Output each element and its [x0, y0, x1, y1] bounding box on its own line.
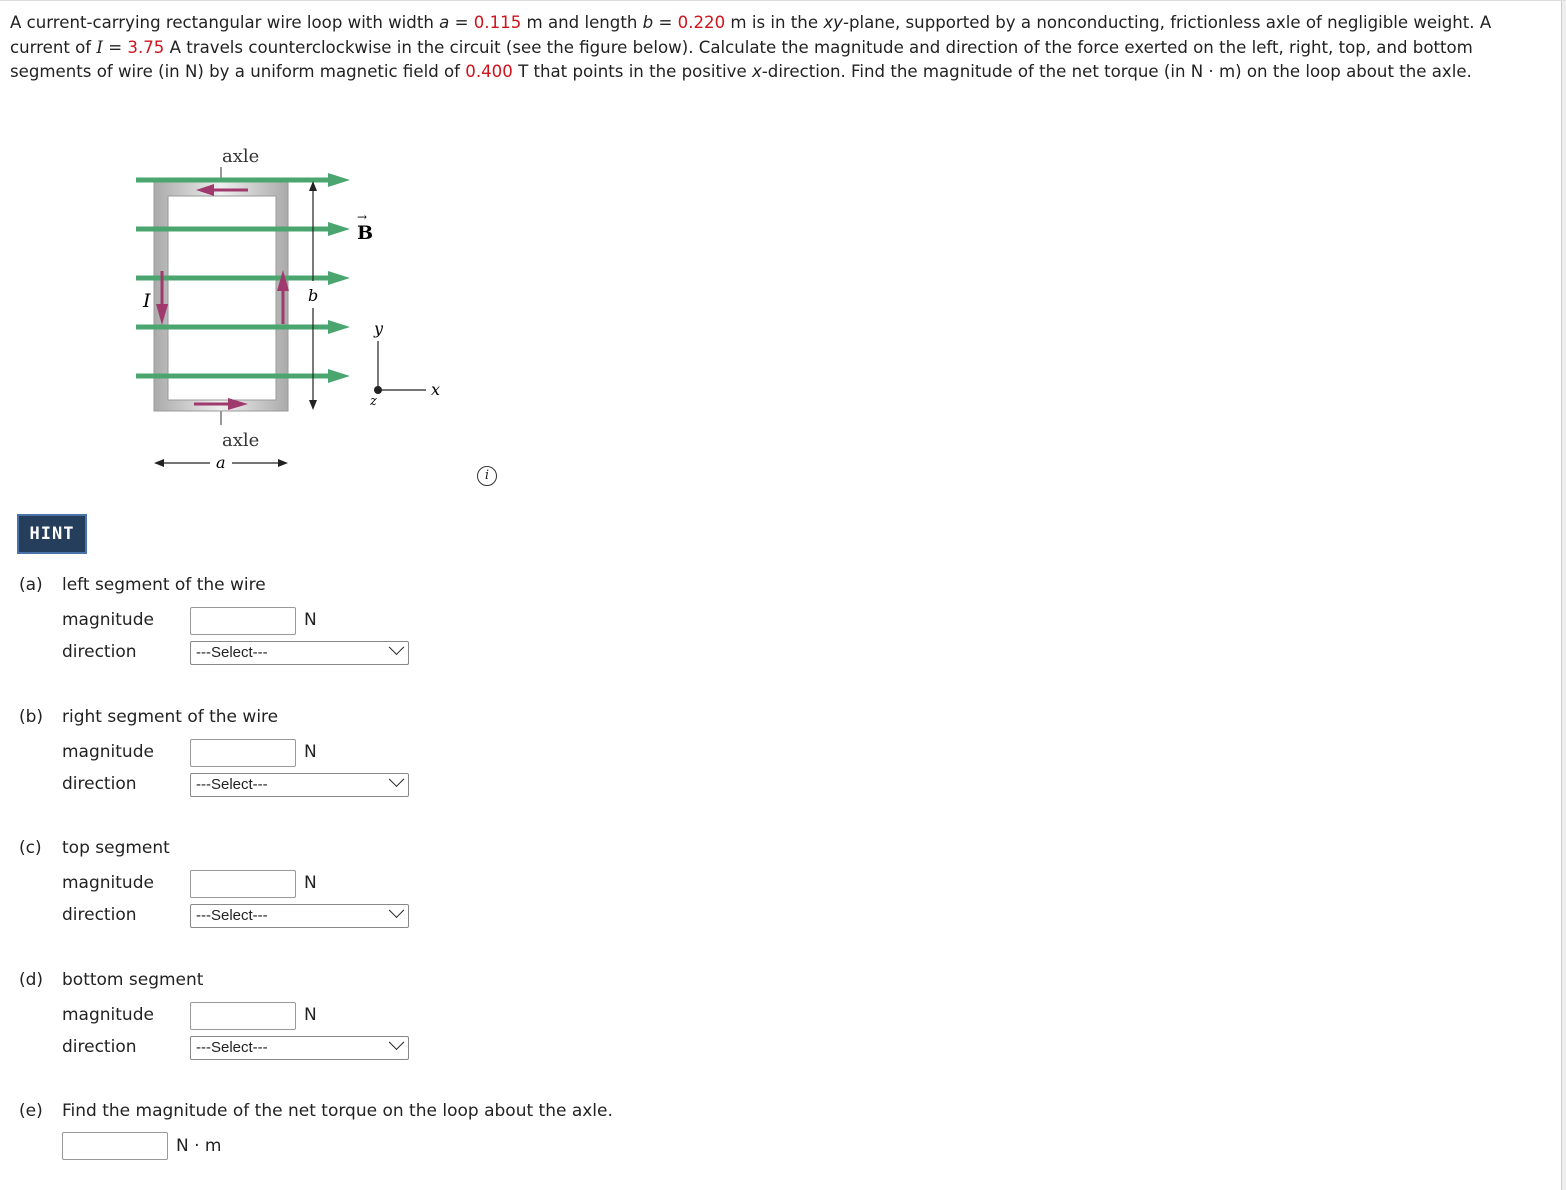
part-title: top segment [62, 838, 170, 858]
question-text: A current-carrying rectangular wire loop with width a = 0.115 m and length b = 0.220 m is in the xy-plane, supported by a nonconducting, frictionless axle of negligible weight. A current of I = 3.75 A travels counterclockwise in the circuit (see the figure below). Calculate the magnitude and direction of the force exerted on the left, right, top, and bottom segments of wire (in N) by a uniform magnetic field of 0.400 T that points in the positive x-direction. Find the magnitude of the net torque (in N · m) on the loop about the axle. [10, 13, 1492, 82]
part-letter: (c) [19, 838, 42, 858]
width-value: 0.115 [473, 13, 522, 32]
left-direction-select[interactable] [190, 641, 409, 665]
length-value: 0.220 [677, 13, 726, 32]
magnitude-label: magnitude [62, 1005, 154, 1025]
right-direction-select[interactable] [190, 773, 409, 797]
chevron-down-icon [389, 1034, 405, 1050]
part-letter: (b) [19, 707, 44, 727]
select-value: ---Select--- [196, 1039, 268, 1056]
width-a-label: a [216, 453, 226, 472]
top-direction-select[interactable] [190, 904, 409, 928]
part-title: left segment of the wire [62, 575, 266, 595]
left-magnitude-input[interactable] [190, 607, 296, 635]
part-letter: (a) [19, 575, 43, 595]
axle-top-label: axle [222, 146, 260, 167]
x-axis-label: x [431, 380, 441, 399]
y-axis-label: y [374, 319, 384, 338]
part-letter: (d) [19, 970, 44, 990]
scrollbar[interactable] [1561, 1, 1566, 1190]
torque-unit: N · m [176, 1136, 222, 1156]
wire-loop-figure [130, 141, 460, 481]
direction-label: direction [62, 774, 137, 794]
axle-bottom-label: axle [222, 430, 260, 451]
svg-text:→: → [357, 210, 368, 224]
info-icon[interactable]: i [477, 466, 497, 486]
torque-input[interactable] [62, 1132, 168, 1160]
bottom-direction-select[interactable] [190, 1036, 409, 1060]
chevron-down-icon [389, 902, 405, 918]
current-value: 3.75 [127, 37, 165, 57]
current-i-label: I [143, 290, 151, 312]
chevron-down-icon [389, 639, 405, 655]
magnitude-label: magnitude [62, 873, 154, 893]
direction-label: direction [62, 642, 137, 662]
unit-label: N [304, 873, 317, 893]
direction-label: direction [62, 1037, 137, 1057]
chevron-down-icon [389, 771, 405, 787]
part-title: right segment of the wire [62, 707, 279, 727]
z-axis-label: z [370, 394, 377, 409]
top-magnitude-input[interactable] [190, 870, 296, 898]
select-value: ---Select--- [196, 644, 268, 661]
length-b-label: b [308, 286, 319, 305]
bottom-magnitude-input[interactable] [190, 1002, 296, 1030]
unit-label: N [304, 742, 317, 762]
direction-label: direction [62, 905, 137, 925]
right-magnitude-input[interactable] [190, 739, 296, 767]
part-title: bottom segment [62, 970, 204, 990]
unit-label: N [304, 610, 317, 630]
part-e-title: Find the magnitude of the net torque on the loop about the axle. [62, 1101, 613, 1121]
part-e-letter: (e) [19, 1101, 43, 1121]
field-b-label: B [357, 222, 374, 244]
magnitude-label: magnitude [62, 742, 154, 762]
unit-label: N [304, 1005, 317, 1025]
magnitude-label: magnitude [62, 610, 154, 630]
field-value: 0.400 [465, 62, 513, 82]
select-value: ---Select--- [196, 907, 268, 924]
hint-button[interactable]: HINT [17, 514, 87, 554]
select-value: ---Select--- [196, 776, 268, 793]
